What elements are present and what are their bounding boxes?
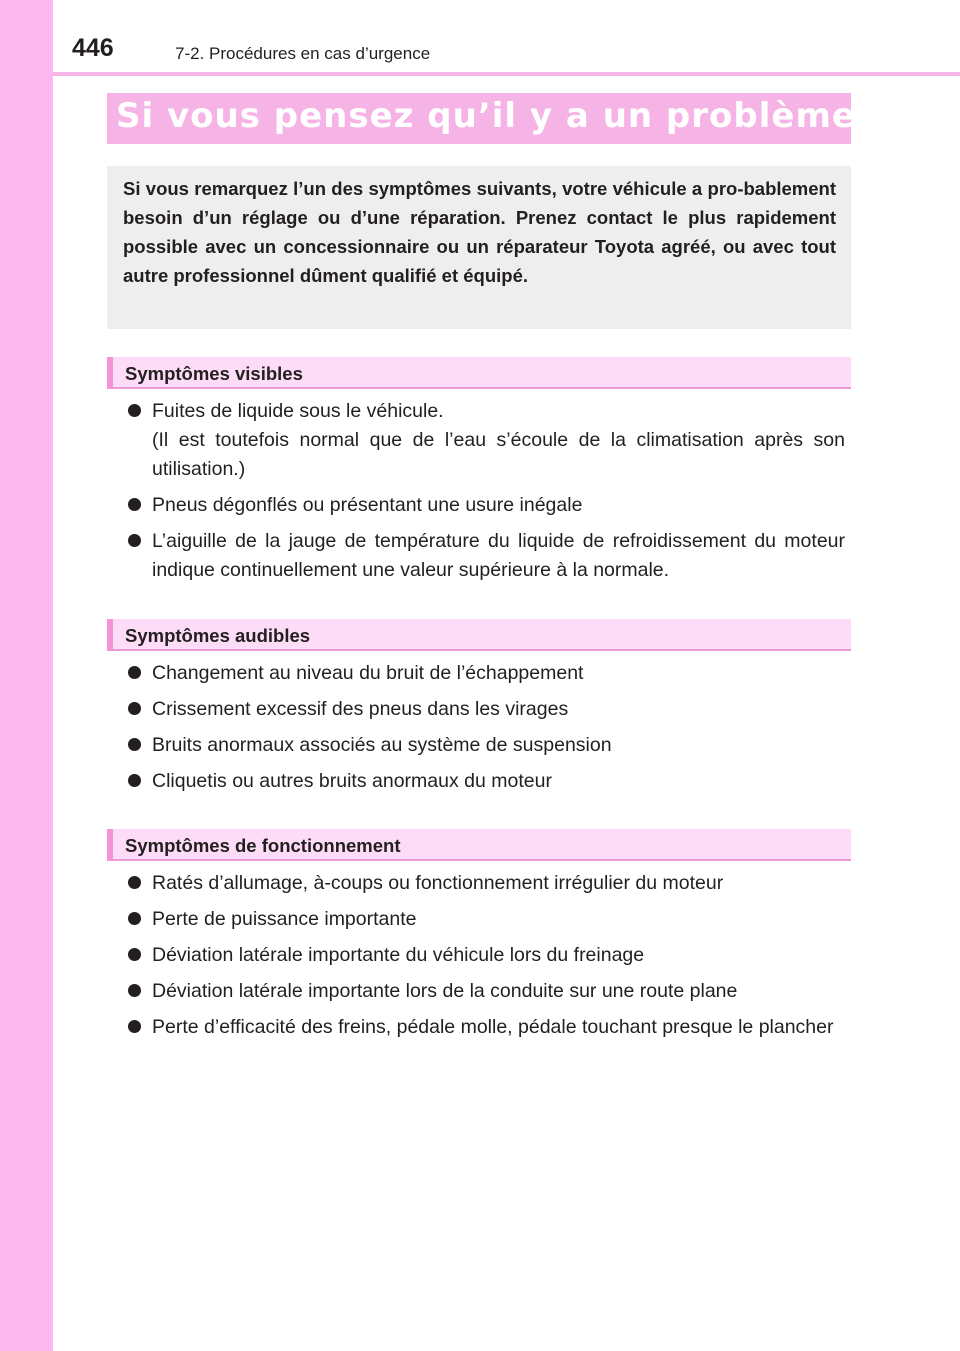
list-item [128, 695, 845, 724]
section-heading-label: Symptômes de fonctionnement [125, 835, 401, 856]
list-item [128, 941, 845, 970]
bullet-icon [128, 774, 141, 787]
bullet-icon [128, 912, 141, 925]
bullet-icon [128, 702, 141, 715]
visible-symptoms-list [128, 397, 845, 585]
operation-symptoms-list [128, 869, 845, 1042]
list-item [128, 767, 845, 796]
audible-symptoms-list [128, 659, 845, 796]
list-item-text: L’aiguille de la jauge de température du liquide de refroidissement du moteur indique continuellement une valeur supérieure à la normale. [152, 530, 845, 581]
list-item [128, 905, 845, 934]
list-item [128, 869, 845, 898]
bullet-icon [128, 948, 141, 961]
header-divider [53, 72, 960, 76]
list-item-text: Changement au niveau du bruit de l’échappement [152, 662, 584, 684]
page-number: 446 [72, 34, 114, 62]
bullet-icon [128, 666, 141, 679]
list-item-text: Fuites de liquide sous le véhicule. [152, 400, 444, 422]
bullet-icon [128, 984, 141, 997]
list-item [128, 491, 845, 520]
list-item [128, 731, 845, 760]
section-heading-label: Symptômes audibles [125, 625, 311, 646]
bullet-icon [128, 1020, 141, 1033]
bullet-icon [128, 876, 141, 889]
page-title: Si vous pensez qu’il y a un problème [116, 96, 856, 136]
list-item-text: Déviation latérale importante du véhicule lors du freinage [152, 944, 645, 966]
list-item [128, 977, 845, 1006]
list-item-text: Bruits anormaux associés au système de suspension [152, 734, 612, 756]
list-item-text: Déviation latérale importante lors de la conduite sur une route plane [152, 980, 738, 1002]
list-item-text: Cliquetis ou autres bruits anormaux du moteur [152, 770, 552, 792]
list-item [128, 1013, 845, 1042]
intro-text: Si vous remarquez l’un des symptômes suivants, votre véhicule a pro-bablement besoin d’un réglage ou d’une réparation. Prenez contact le plus rapidement possible avec un concessionnaire ou un réparateur Toyota agréé, ou avec tout autre professionnel dûment qualifié et équipé. [123, 178, 836, 286]
list-item-text: Ratés d’allumage, à-coups ou fonctionnement irrégulier du moteur [152, 872, 724, 894]
section-heading-audible [107, 619, 851, 651]
bullet-icon [128, 498, 141, 511]
list-item-text: Crissement excessif des pneus dans les virages [152, 698, 569, 720]
section-heading-visible [107, 357, 851, 389]
list-item-text: Perte d’efficacité des freins, pédale molle, pédale touchant presque le plancher [152, 1016, 834, 1038]
section-heading-label: Symptômes visibles [125, 363, 303, 384]
side-color-band [0, 0, 53, 1351]
list-item-text: Pneus dégonflés ou présentant une usure inégale [152, 494, 583, 516]
list-item [128, 659, 845, 688]
intro-box [107, 166, 851, 329]
list-item-text: Perte de puissance importante [152, 908, 417, 930]
bullet-icon [128, 404, 141, 417]
bullet-icon [128, 738, 141, 751]
section-heading-operation [107, 829, 851, 861]
list-item [128, 397, 845, 484]
chapter-title: 7-2. Procédures en cas d’urgence [175, 44, 431, 63]
bullet-icon [128, 534, 141, 547]
list-item-note: (Il est toutefois normal que de l’eau s’écoule de la climatisation après son utilisation.) [152, 429, 845, 480]
list-item [128, 527, 845, 585]
